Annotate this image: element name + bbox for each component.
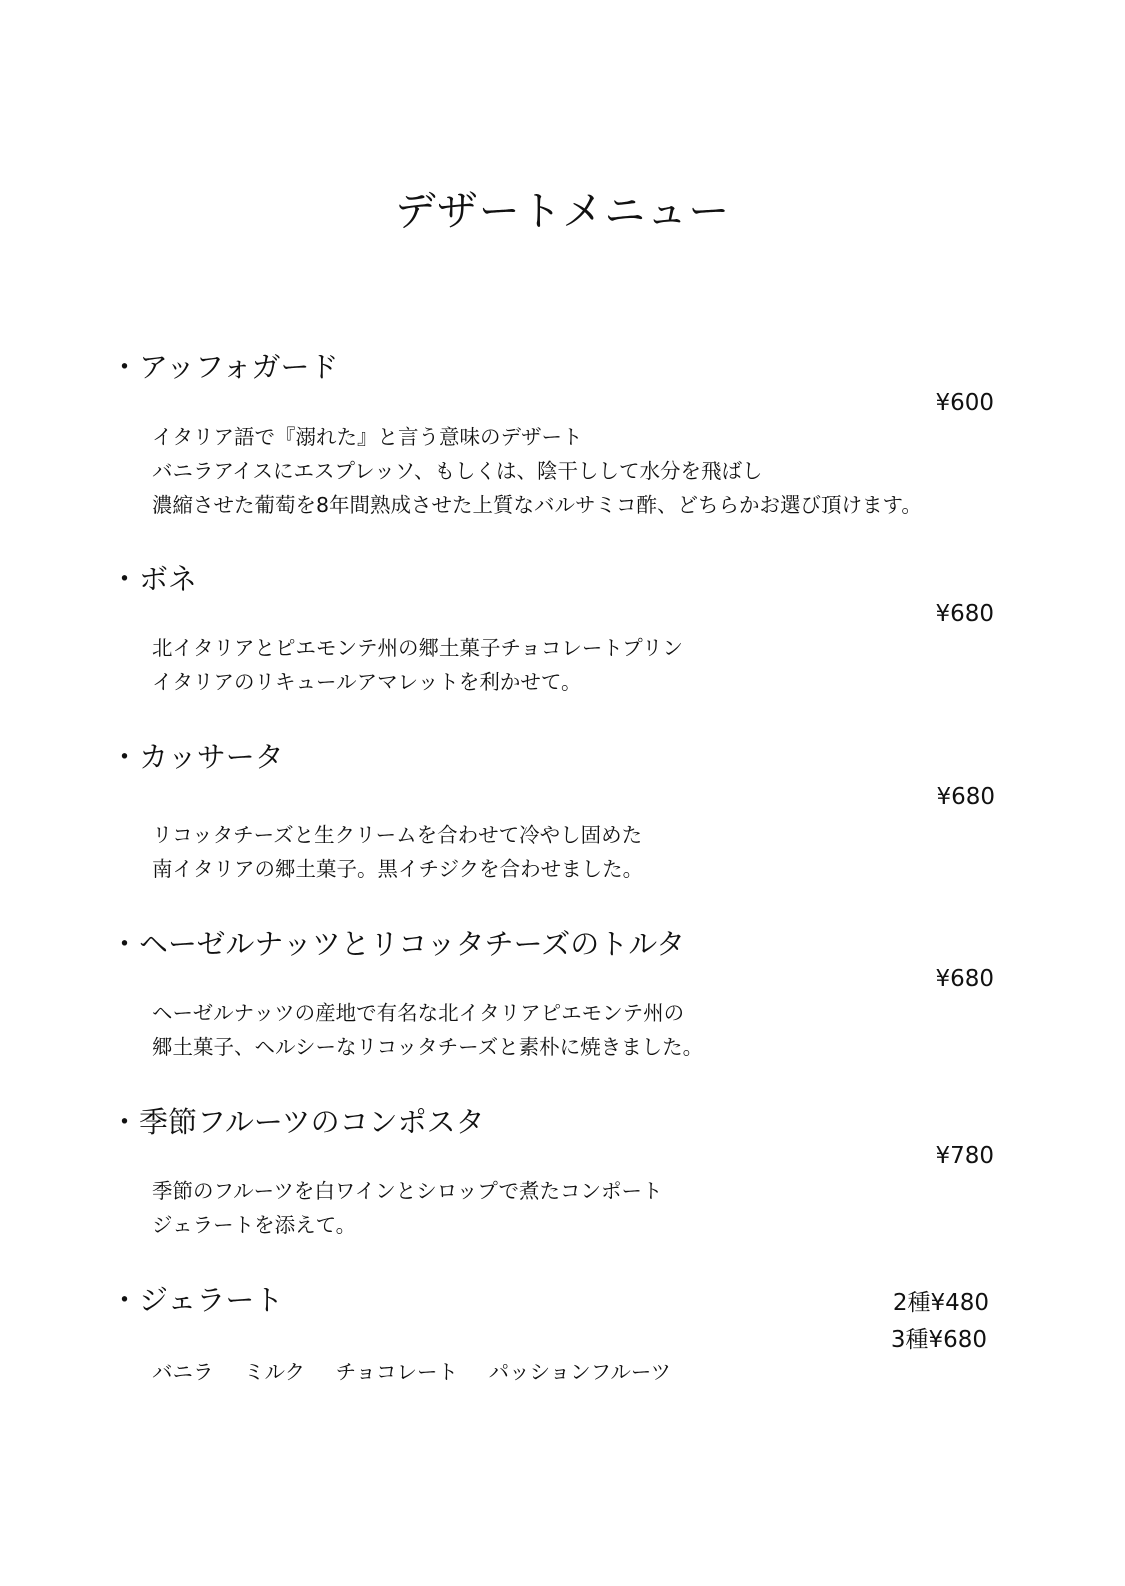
item-name: ・季節フルーツのコンポスタ (110, 1105, 485, 1139)
description-line: イタリアのリキュールアマレットを利かせて。 (152, 670, 582, 694)
description-line: バニラアイスにエスプレッソ、もしくは、陰干しして水分を飛ばし (152, 459, 763, 483)
gelato-flavor: チョコレート (335, 1360, 459, 1384)
gelato-flavor: パッションフルーツ (488, 1360, 672, 1384)
item-description (152, 420, 922, 522)
gelato-flavor: バニラ (152, 1360, 214, 1384)
item-name: ・ボネ (110, 562, 198, 596)
item-description (152, 818, 643, 886)
item-description (152, 631, 683, 699)
item-price: ¥780 (935, 1143, 994, 1169)
item-price: ¥680 (935, 966, 994, 992)
item-description (152, 996, 703, 1064)
gelato-flavor-list (152, 1355, 671, 1385)
item-name: ・アッフォガード (110, 350, 339, 384)
item-price: ¥680 (936, 784, 995, 810)
item-price-two-flavors: 2種¥480 (892, 1290, 989, 1316)
item-name: ・ヘーゼルナッツとリコッタチーズのトルタ (110, 927, 686, 961)
item-description (152, 1174, 662, 1242)
description-line: 郷土菓子、ヘルシーなリコッタチーズと素朴に焼きました。 (152, 1035, 704, 1059)
description-line: 南イタリアの郷土菓子。黒イチジクを合わせました。 (152, 857, 644, 881)
description-line: 濃縮させた葡萄を8年間熟成させた上質なバルサミコ酢、どちらかお選び頂けます。 (152, 493, 922, 517)
page-title: デザートメニュー (394, 187, 731, 235)
description-line: 季節のフルーツを白ワインとシロップで煮たコンポート (152, 1179, 663, 1203)
description-line: リコッタチーズと生クリームを合わせて冷やし固めた (152, 823, 643, 847)
description-line: ジェラートを添えて。 (152, 1213, 357, 1237)
item-price: ¥680 (935, 601, 994, 627)
item-price-three-flavors: 3種¥680 (890, 1327, 987, 1353)
item-name: ・カッサータ (110, 740, 284, 774)
item-name: ・ジェラート (110, 1283, 284, 1317)
description-line: 北イタリアとピエモンテ州の郷土菓子チョコレートプリン (152, 636, 683, 660)
gelato-flavor: ミルク (244, 1360, 306, 1384)
description-line: イタリア語で『溺れた』と言う意味のデザート (152, 425, 583, 449)
item-price: ¥600 (935, 390, 994, 416)
description-line: ヘーゼルナッツの産地で有名な北イタリアピエモンテ州の (152, 1001, 685, 1025)
